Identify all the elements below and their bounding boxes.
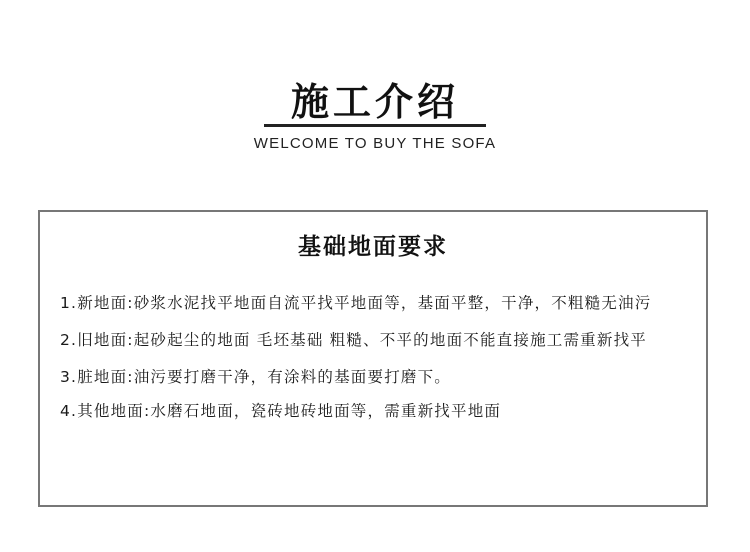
header xyxy=(0,78,750,126)
list-item: 4.其他地面:水磨石地面，瓷砖地砖地面等，需重新找平地面 xyxy=(60,402,502,420)
title-underline xyxy=(264,124,486,127)
requirements-panel xyxy=(38,210,708,507)
page-title: 施工介绍 xyxy=(290,80,459,124)
list-item: 2.旧地面:起砂起尘的地面 毛坯基础 粗糙、不平的地面不能直接施工需重新找平 xyxy=(60,331,647,349)
list-item: 1.新地面:砂浆水泥找平地面自流平找平地面等，基面平整，干净，不粗糙无油污 xyxy=(60,294,652,312)
list-item: 3.脏地面:油污要打磨干净，有涂料的基面要打磨下。 xyxy=(60,368,452,386)
requirements-list xyxy=(60,292,700,437)
panel-title: 基础地面要求 xyxy=(298,234,448,260)
page-subtitle: WELCOME TO BUY THE SOFA xyxy=(253,135,497,152)
